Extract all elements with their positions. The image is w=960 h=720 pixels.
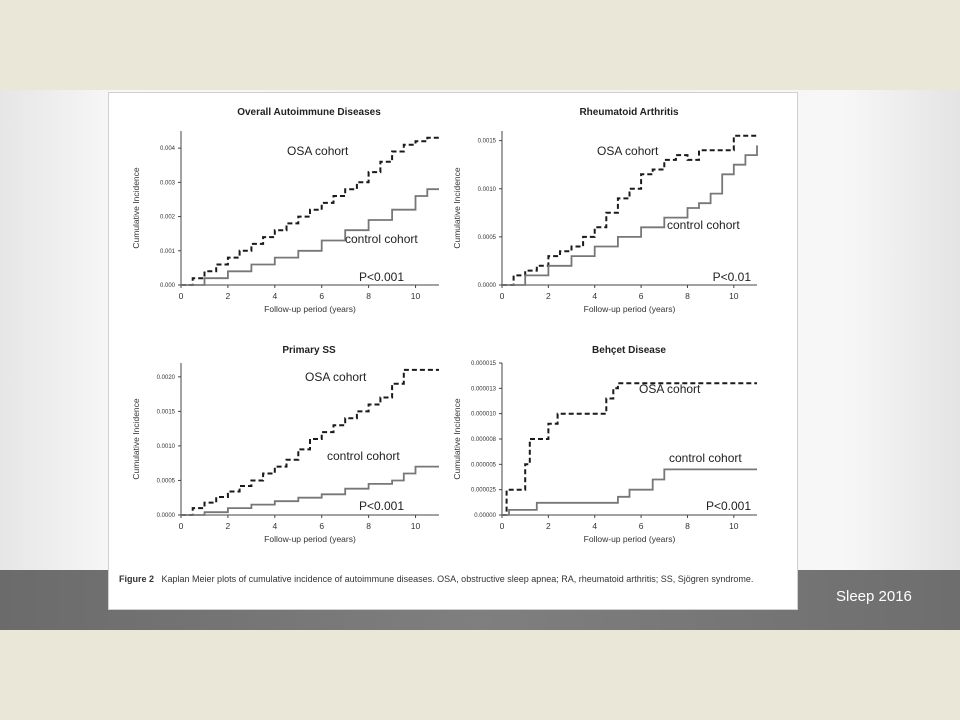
chart-title: Rheumatoid Arthritis [579, 107, 679, 118]
slide-top-band [0, 0, 960, 90]
x-axis-label: Follow-up period (years) [264, 304, 356, 314]
x-tick-label: 0 [178, 291, 184, 301]
x-tick-label: 8 [366, 521, 372, 531]
y-tick-label: 0.0010 [477, 186, 496, 193]
x-tick-label: 2 [225, 291, 231, 301]
p-value-label: P<0.001 [358, 499, 404, 513]
control-cohort-label: control cohort [667, 218, 740, 232]
chart-title: Primary SS [282, 345, 336, 356]
x-tick-label: 10 [410, 291, 421, 301]
caption-text: Kaplan Meier plots of cumulative incidence of autoimmune diseases. OSA, obstructive sleep apnea; RA, rheumatoid arthritis; SS, Sjögren syndrome. [161, 574, 754, 584]
x-tick-label: 0 [499, 521, 505, 531]
x-tick-label: 8 [685, 291, 690, 301]
slide-bottom-band [0, 630, 960, 720]
chart-title: Behçet Disease [592, 345, 666, 356]
figure-panel [108, 92, 798, 610]
x-tick-label: 2 [545, 521, 551, 531]
y-tick-label: 0.001 [159, 248, 175, 255]
p-value-label: P<0.01 [712, 270, 751, 284]
y-axis-label: Cumulative Incidence [452, 398, 462, 480]
x-tick-label: 2 [545, 291, 551, 301]
x-tick-label: 10 [729, 291, 739, 301]
y-tick-label: 0.000013 [470, 386, 496, 393]
x-axis-label: Follow-up period (years) [264, 534, 356, 544]
y-tick-label: 0.000008 [470, 437, 496, 443]
x-tick-label: 4 [592, 291, 598, 301]
control-cohort-label: control cohort [327, 449, 400, 463]
y-tick-label: 0.0005 [156, 478, 175, 485]
y-tick-label: 0.0000 [477, 283, 496, 289]
x-tick-label: 0 [178, 521, 184, 531]
x-tick-label: 4 [592, 521, 598, 531]
x-tick-label: 10 [410, 521, 421, 531]
chart-title: Overall Autoimmune Diseases [237, 107, 381, 118]
x-tick-label: 4 [272, 291, 278, 301]
y-tick-label: 0.000010 [470, 411, 496, 418]
x-tick-label: 6 [319, 291, 325, 301]
y-tick-label: 0.002 [159, 214, 175, 221]
y-tick-label: 0.00000 [474, 513, 496, 519]
x-tick-label: 2 [225, 521, 231, 531]
x-tick-label: 6 [319, 521, 325, 531]
y-tick-label: 0.003 [159, 180, 175, 187]
x-tick-label: 8 [366, 291, 372, 301]
y-tick-label: 0.000 [159, 283, 175, 289]
y-tick-label: 0.000005 [470, 462, 496, 469]
osa-cohort-line [502, 136, 757, 285]
y-tick-label: 0.0015 [156, 409, 175, 416]
y-axis-label: Cumulative Incidence [452, 167, 462, 249]
x-axis-label: Follow-up period (years) [583, 304, 676, 314]
y-tick-label: 0.004 [159, 146, 175, 153]
control-cohort-line [502, 145, 757, 285]
osa-cohort-label: OSA cohort [639, 382, 701, 396]
osa-cohort-label: OSA cohort [597, 144, 659, 158]
x-tick-label: 10 [729, 521, 739, 531]
osa-cohort-line [181, 370, 439, 515]
x-tick-label: 4 [272, 521, 278, 531]
y-tick-label: 0.0020 [156, 374, 175, 381]
p-value-label: P<0.001 [358, 270, 404, 284]
x-tick-label: 0 [499, 291, 505, 301]
p-value-label: P<0.001 [705, 499, 751, 513]
y-tick-label: 0.0005 [477, 234, 496, 241]
x-axis-label: Follow-up period (years) [583, 534, 676, 544]
x-tick-label: 8 [685, 521, 690, 531]
osa-cohort-label: OSA cohort [305, 370, 367, 384]
x-tick-label: 6 [638, 521, 644, 531]
y-tick-label: 0.0000 [156, 513, 175, 519]
control-cohort-label: control cohort [345, 232, 418, 246]
y-axis-label: Cumulative Incidence [131, 167, 141, 249]
figure-caption [119, 573, 789, 585]
kaplan-meier-figure [109, 93, 799, 553]
osa-cohort-label: OSA cohort [287, 144, 349, 158]
y-tick-label: 0.000025 [470, 487, 496, 494]
y-tick-label: 0.0010 [156, 443, 175, 450]
osa-cohort-line [181, 138, 439, 285]
x-tick-label: 6 [638, 291, 644, 301]
control-cohort-label: control cohort [669, 451, 742, 465]
y-tick-label: 0.000015 [470, 361, 496, 367]
y-tick-label: 0.0015 [477, 138, 496, 145]
y-axis-label: Cumulative Incidence [131, 398, 141, 480]
caption-label: Figure 2 [119, 574, 155, 584]
source-citation: Sleep 2016 [836, 588, 912, 605]
